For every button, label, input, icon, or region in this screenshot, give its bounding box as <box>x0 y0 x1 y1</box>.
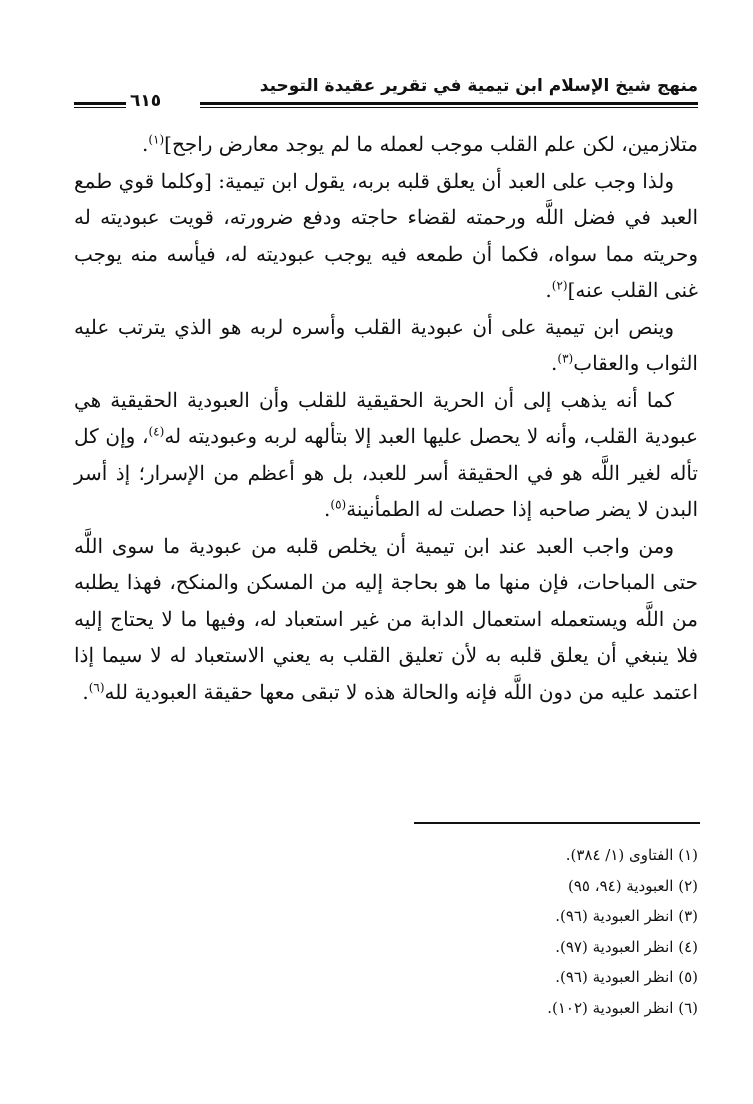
paragraph <box>74 126 698 163</box>
paragraph-text: كما أنه يذهب إلى أن الحرية الحقيقية للقلب وأن العبودية الحقيقية هي عبودية القلب، وأنه لا يحصل عليها العبد إلا بتألهه لربه وعبوديته له <box>74 387 698 448</box>
footnotes <box>398 844 698 1027</box>
footnote-separator <box>414 822 700 824</box>
footnote: (٥) انظر العبودية (٩٦). <box>555 968 698 986</box>
page-number: ٦١٥ <box>130 91 162 111</box>
footnote: (١) الفتاوى (١/ ٣٨٤). <box>565 846 698 864</box>
body-text <box>74 126 698 710</box>
paragraph-text: ، وإن كل تأله لغير اللَّه هو في الحقيقة أسر للعبد، بل هو أعظم من الإسرار؛ إذ أسر البدن لا يضر صاحبه إذا حصلت له الطمأنينة <box>74 424 698 521</box>
paragraph-end: . <box>551 351 558 375</box>
header-rule <box>200 102 698 105</box>
footnote-ref: (٣) <box>557 351 574 366</box>
running-header-title: منهج شيخ الإسلام ابن تيمية في تقرير عقيدة التوحيد <box>259 76 698 96</box>
paragraph-text: متلازمين، لكن علم القلب موجب لعمله ما لم يوجد معارض راجح] <box>164 132 698 156</box>
paragraph <box>74 528 698 711</box>
paragraph-end: . <box>82 679 89 704</box>
footnote-ref: (٢) <box>551 278 568 293</box>
footnote-ref: (٦) <box>88 679 105 694</box>
footnote-ref: (١) <box>148 132 165 147</box>
page-number-rule <box>74 102 126 105</box>
paragraph-text: ومن واجب العبد عند ابن تيمية أن يخلص قلبه من عبودية ما سوى اللَّه حتى المباحات، فإن منها ما هو بحاجة إليه من المسكن والمنكح، فهذا يطلبه من اللَّه ويستعمله استعمال الدابة من غير استعباد له، وفيها ما لا يحتاج إليه فلا ينبغي أن يعلق قلبه به لأن تعليق القلب به يعني الاستعباد له لا سيما إذا اعتمد عليه من دون اللَّه فإنه والحالة هذه لا تبقى معها حقيقة العبودية لله <box>74 533 698 704</box>
paragraph-end: . <box>141 132 149 156</box>
footnote: (٢) العبودية (٩٤، ٩٥) <box>567 876 698 895</box>
paragraph-text: ولذا وجب على العبد أن يعلق قلبه بربه، يقول ابن تيمية: [وكلما قوي طمع العبد في فضل اللَّه ورحمته لقضاء حاجته ودفع ضرورته، قويت عبوديته له وحريته مما سواه، فكما أن طمعه فيه يوجب عبوديته له، فيأسه منه يوجب غنى القلب عنه] <box>74 168 698 302</box>
paragraph <box>74 382 698 528</box>
footnote: (٤) انظر العبودية (٩٧). <box>555 937 698 956</box>
paragraph-end: . <box>545 278 552 302</box>
paragraph <box>74 309 698 382</box>
paragraph-end: . <box>324 497 331 521</box>
paragraph-text: وينص ابن تيمية على أن عبودية القلب وأسره لربه هو الذي يترتب عليه الثواب والعقاب <box>74 314 698 375</box>
paragraph <box>74 163 698 309</box>
page-number-rule-thin <box>74 107 126 108</box>
footnote: (٦) انظر العبودية (١٠٢). <box>547 998 698 1017</box>
footnote: (٣) انظر العبودية (٩٦). <box>555 907 698 925</box>
footnote-ref: (٥) <box>330 497 347 512</box>
header-rule-thin <box>200 107 698 108</box>
footnote-ref: (٤) <box>148 424 165 439</box>
